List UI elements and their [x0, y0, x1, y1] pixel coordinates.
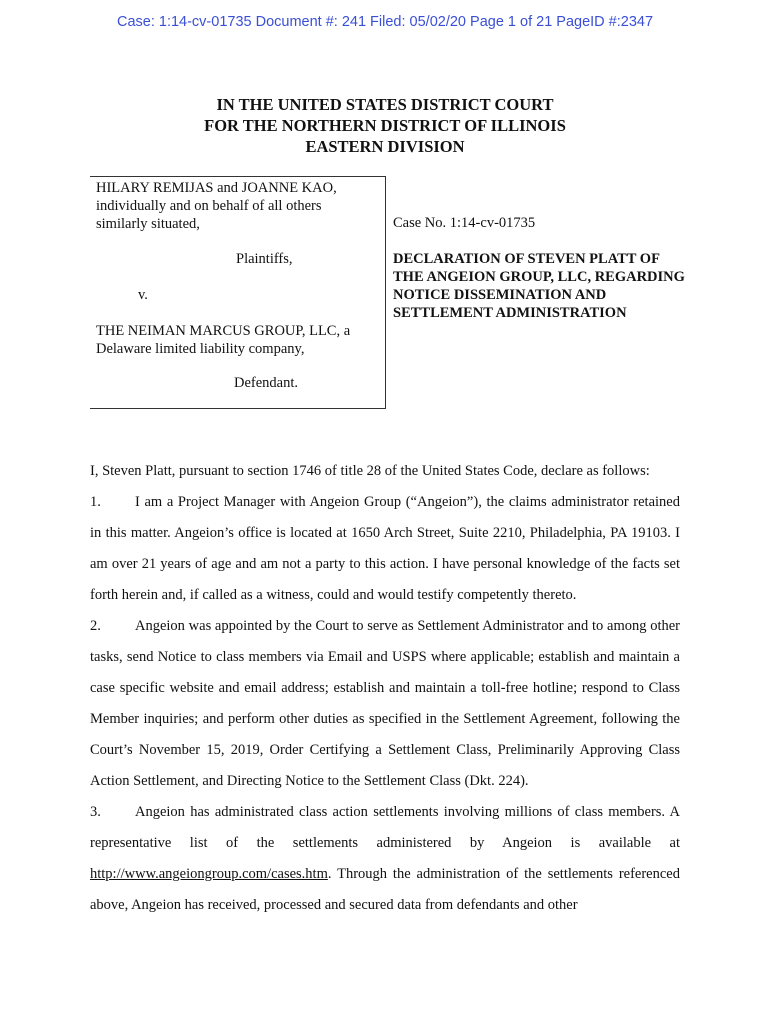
paragraph-text: Angeion was appointed by the Court to serve as Settlement Administrator and to among other tasks, send Notice to class members via Email and USPS where applicable; establish and maintain a case specific website and email address; establish and maintain a toll-free hotline; respond to Class Member inquiries; and perform other duties as specified in the Settlement Agreement, following the Court’s November 15, 2019, Order Certifying a Settlement Class, Preliminarily Approving Class Action Settlement, and Directing Notice to the Settlement Class (Dkt. 224). [90, 618, 680, 789]
paragraph-number: 2. [90, 618, 101, 634]
cases-list-link[interactable]: http://www.angeiongroup.com/cases.htm [90, 866, 328, 882]
court-heading-line-3: EASTERN DIVISION [305, 137, 465, 156]
plaintiff-role: Plaintiffs, [236, 251, 293, 267]
versus-label: v. [138, 287, 148, 303]
paragraph-number: 1. [90, 494, 101, 510]
ecf-header-stamp: Case: 1:14-cv-01735 Document #: 241 Filed: 05/02/20 Page 1 of 21 PageID #:2347 [116, 14, 654, 30]
court-heading [0, 94, 770, 157]
paragraph-text-continued: . Through the administration of the settlements referenced above, Angeion has received, processed and secured data from defendants and other [90, 866, 680, 913]
document-title: DECLARATION OF STEVEN PLATT OF THE ANGEION GROUP, LLC, REGARDING NOTICE DISSEMINATION AND SETTLEMENT ADMINISTRATION [393, 251, 685, 321]
case-number: Case No. 1:14-cv-01735 [393, 215, 536, 231]
case-caption-box [90, 176, 386, 409]
paragraph-text: Angeion has administrated class action settlements involving millions of class members. A representative list of the settlements administered by Angeion is available at [90, 804, 680, 851]
declaration-body [90, 456, 680, 921]
defendant-party: THE NEIMAN MARCUS GROUP, LLC, a Delaware limited liability company, [96, 323, 351, 357]
numbered-paragraph [90, 487, 680, 611]
court-heading-line-2: FOR THE NORTHERN DISTRICT OF ILLINOIS [204, 116, 566, 135]
intro-paragraph: I, Steven Platt, pursuant to section 1746 of title 28 of the United States Code, declare as follows: [90, 463, 650, 479]
paragraph-number: 3. [90, 804, 101, 820]
defendant-role: Defendant. [234, 375, 299, 391]
numbered-paragraph [90, 611, 680, 797]
plaintiff-parties: HILARY REMIJAS and JOANNE KAO, individually and on behalf of all others similarly situated, [96, 180, 337, 232]
numbered-paragraph [90, 797, 680, 921]
court-heading-line-1: IN THE UNITED STATES DISTRICT COURT [216, 95, 554, 114]
paragraph-text: I am a Project Manager with Angeion Group (“Angeion”), the claims administrator retained in this matter. Angeion’s office is located at 1650 Arch Street, Suite 2210, Philadelphia, PA 19103. I am over 21 years of age and am not a party to this action. I have personal knowledge of the facts set forth herein and, if called as a witness, could and would testify competently thereto. [90, 494, 680, 603]
